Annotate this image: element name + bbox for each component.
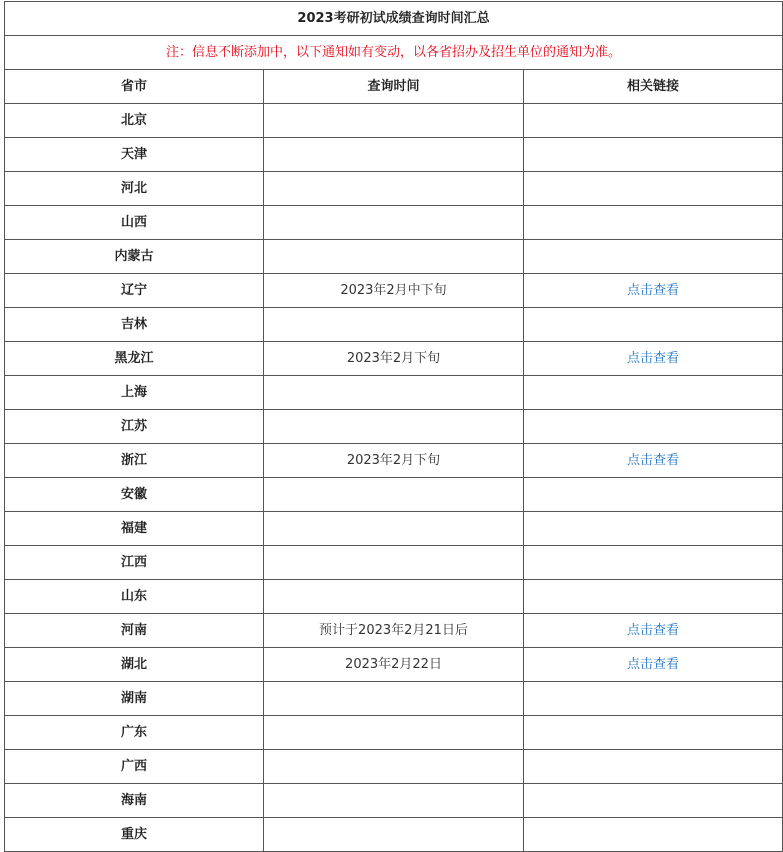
link-cell	[524, 376, 783, 410]
table-row	[5, 172, 783, 206]
view-link[interactable]: 点击查看	[627, 453, 680, 468]
province-cell: 内蒙古	[5, 240, 264, 274]
link-cell	[524, 172, 783, 206]
link-cell	[524, 682, 783, 716]
link-cell	[524, 138, 783, 172]
province-cell: 山东	[5, 580, 264, 614]
table-row	[5, 240, 783, 274]
province-cell: 浙江	[5, 444, 264, 478]
province-cell: 辽宁	[5, 274, 264, 308]
table-row	[5, 410, 783, 444]
view-link[interactable]: 点击查看	[627, 657, 680, 672]
query-time-cell	[264, 580, 524, 614]
link-cell	[524, 410, 783, 444]
province-cell: 吉林	[5, 308, 264, 342]
link-cell	[524, 648, 783, 682]
notice-row	[5, 36, 783, 70]
view-link[interactable]: 点击查看	[627, 623, 680, 638]
header-province: 省市	[5, 70, 264, 104]
query-time-cell	[264, 478, 524, 512]
query-time-cell	[264, 512, 524, 546]
query-time-cell	[264, 546, 524, 580]
link-cell	[524, 206, 783, 240]
link-cell	[524, 240, 783, 274]
province-cell: 海南	[5, 784, 264, 818]
province-cell: 北京	[5, 104, 264, 138]
table-row	[5, 682, 783, 716]
link-cell	[524, 818, 783, 852]
table-row	[5, 818, 783, 852]
province-cell: 重庆	[5, 818, 264, 852]
view-link[interactable]: 点击查看	[627, 283, 680, 298]
province-cell: 山西	[5, 206, 264, 240]
link-cell	[524, 716, 783, 750]
query-time-cell	[264, 376, 524, 410]
query-time-cell	[264, 206, 524, 240]
link-cell	[524, 614, 783, 648]
link-cell	[524, 342, 783, 376]
score-query-table	[4, 1, 783, 852]
province-cell: 江西	[5, 546, 264, 580]
title-row	[5, 2, 783, 36]
link-cell	[524, 274, 783, 308]
link-cell	[524, 478, 783, 512]
query-time-cell	[264, 682, 524, 716]
notice-text: 注：信息不断添加中，以下通知如有变动，以各省招办及招生单位的通知为准。	[5, 36, 783, 70]
query-time-cell: 预计于2023年2月21日后	[264, 614, 524, 648]
header-time: 查询时间	[264, 70, 524, 104]
province-cell: 河南	[5, 614, 264, 648]
table-row	[5, 580, 783, 614]
query-time-cell	[264, 138, 524, 172]
province-cell: 广东	[5, 716, 264, 750]
table-row	[5, 512, 783, 546]
query-time-cell	[264, 818, 524, 852]
link-cell	[524, 104, 783, 138]
table-row	[5, 478, 783, 512]
query-time-cell	[264, 172, 524, 206]
province-cell: 江苏	[5, 410, 264, 444]
query-time-cell: 2023年2月下旬	[264, 342, 524, 376]
link-cell	[524, 308, 783, 342]
query-time-cell	[264, 308, 524, 342]
table-row	[5, 274, 783, 308]
province-cell: 广西	[5, 750, 264, 784]
link-cell	[524, 580, 783, 614]
link-cell	[524, 546, 783, 580]
view-link[interactable]: 点击查看	[627, 351, 680, 366]
table-row	[5, 546, 783, 580]
table-row	[5, 138, 783, 172]
table-row	[5, 206, 783, 240]
province-cell: 安徽	[5, 478, 264, 512]
province-cell: 福建	[5, 512, 264, 546]
table-row	[5, 614, 783, 648]
query-time-cell	[264, 716, 524, 750]
province-cell: 黑龙江	[5, 342, 264, 376]
header-link: 相关链接	[524, 70, 783, 104]
table-row	[5, 104, 783, 138]
province-cell: 湖南	[5, 682, 264, 716]
query-time-cell: 2023年2月下旬	[264, 444, 524, 478]
query-time-cell	[264, 240, 524, 274]
query-time-cell	[264, 750, 524, 784]
query-time-cell	[264, 784, 524, 818]
link-cell	[524, 512, 783, 546]
province-cell: 天津	[5, 138, 264, 172]
link-cell	[524, 444, 783, 478]
query-time-cell: 2023年2月22日	[264, 648, 524, 682]
query-time-cell	[264, 104, 524, 138]
table-row	[5, 716, 783, 750]
link-cell	[524, 784, 783, 818]
query-time-cell: 2023年2月中下旬	[264, 274, 524, 308]
table-row	[5, 444, 783, 478]
table-row	[5, 750, 783, 784]
province-cell: 湖北	[5, 648, 264, 682]
table-row	[5, 648, 783, 682]
link-cell	[524, 750, 783, 784]
province-cell: 河北	[5, 172, 264, 206]
table-row	[5, 342, 783, 376]
table-title: 2023考研初试成绩查询时间汇总	[5, 2, 783, 36]
query-time-cell	[264, 410, 524, 444]
table-row	[5, 784, 783, 818]
header-row	[5, 70, 783, 104]
table-row	[5, 308, 783, 342]
table-row	[5, 376, 783, 410]
province-cell: 上海	[5, 376, 264, 410]
